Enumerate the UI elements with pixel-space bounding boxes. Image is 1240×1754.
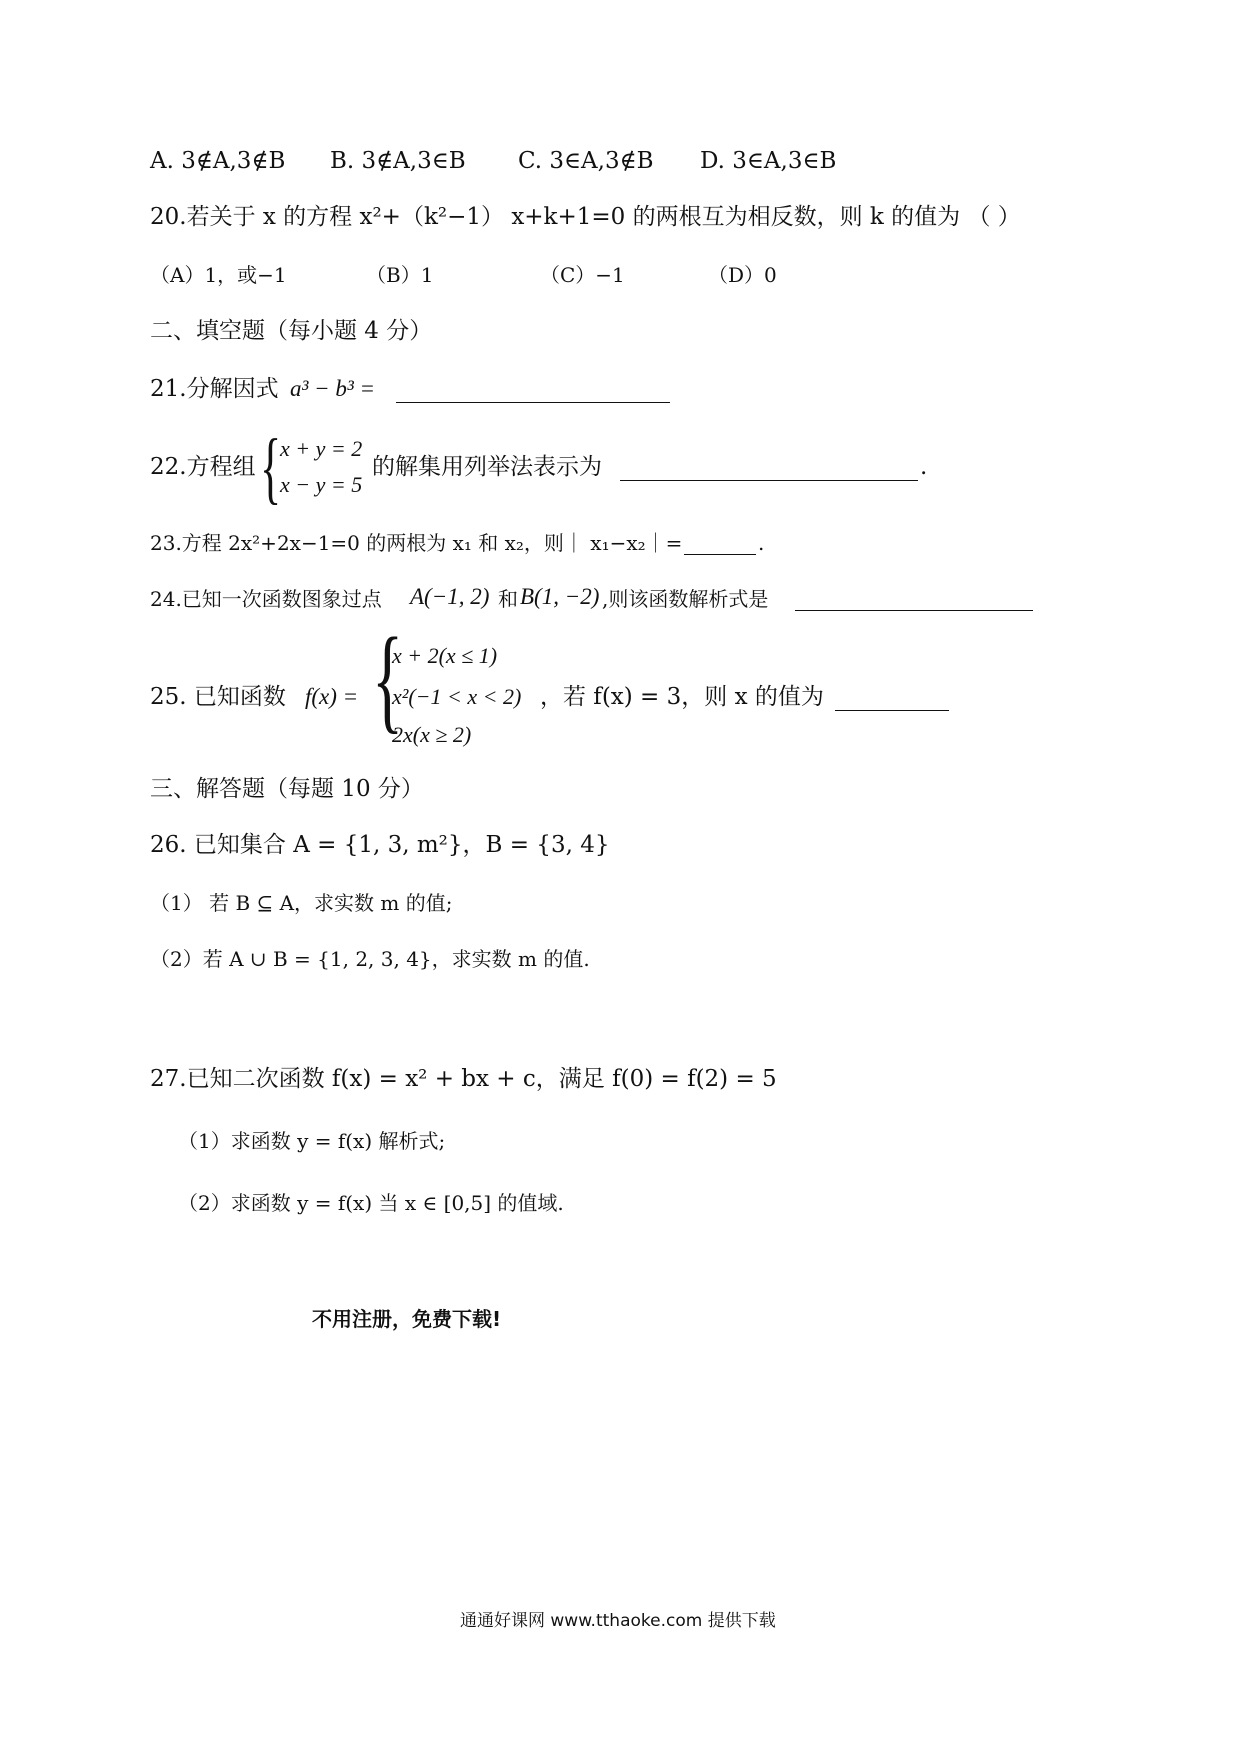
- q19-option-d: D. 3∈A,3∈B: [700, 148, 837, 174]
- q24-and: 和: [498, 587, 518, 611]
- q20-text: 20.若关于 x 的方程 x²+（k²−1） x+k+1=0 的两根互为相反数，则 k 的值为 （ ）: [150, 204, 1021, 230]
- q27-part-2: （2）求函数 y = f(x) 当 x ∈ [0,5] 的值域.: [178, 1191, 564, 1215]
- q25-prefix: 25. 已知函数: [150, 684, 286, 710]
- q22-suffix: 的解集用列举法表示为: [372, 454, 602, 480]
- q20-option-d: （D）0: [708, 263, 777, 287]
- section-fill-in-title: 二、填空题（每小题 4 分）: [150, 318, 433, 344]
- q24-prefix: 24.已知一次函数图象过点: [150, 587, 382, 611]
- q22-equation-2: x − y = 5: [280, 472, 363, 497]
- q24-point-b: B(1, −2): [520, 584, 600, 609]
- q20-option-c: （C）−1: [540, 263, 625, 287]
- q21-answer-blank[interactable]: [396, 380, 670, 403]
- q27-part-1: （1）求函数 y = f(x) 解析式;: [178, 1129, 446, 1153]
- q22-prefix: 22.方程组: [150, 454, 256, 480]
- q21-expression: a³ − b³ =: [290, 376, 376, 401]
- q25-case-2: x²(−1 < x < 2): [392, 684, 522, 709]
- q20-option-b: （B）1: [366, 263, 434, 287]
- q19-option-a: A. 3∉A,3∉B: [150, 148, 286, 174]
- q19-option-b: B. 3∉A,3∈B: [330, 148, 466, 174]
- q21-prefix: 21.分解因式: [150, 376, 279, 402]
- q23-end: .: [758, 531, 765, 555]
- q24-suffix: ,则该函数解析式是: [602, 587, 769, 611]
- q19-option-c: C. 3∈A,3∉B: [518, 148, 654, 174]
- q26-part-2: （2）若 A ∪ B = {1, 2, 3, 4}，求实数 m 的值.: [150, 947, 590, 971]
- q24-answer-blank[interactable]: [795, 588, 1033, 611]
- q23-text: 23.方程 2x²+2x−1=0 的两根为 x₁ 和 x₂，则｜ x₁−x₂｜=: [150, 531, 683, 555]
- q25-function-name: f(x) =: [305, 684, 359, 709]
- q24-point-a: A(−1, 2): [410, 584, 490, 609]
- q22-equation-1: x + y = 2: [280, 436, 363, 461]
- q26-text: 26. 已知集合 A = {1, 3, m²}，B = {3, 4}: [150, 832, 610, 858]
- q22-left-brace: {: [260, 424, 282, 512]
- q27-text: 27.已知二次函数 f(x) = x² + bx + c，满足 f(0) = f(2) = 5: [150, 1066, 777, 1092]
- q22-end: .: [920, 454, 928, 480]
- q25-case-3: 2x(x ≥ 2): [392, 722, 472, 747]
- section-answer-title: 三、解答题（每题 10 分）: [150, 776, 424, 802]
- q25-case-1: x + 2(x ≤ 1): [392, 643, 498, 668]
- promo-text: 不用注册，免费下载!: [312, 1307, 502, 1331]
- q25-condition: ，若 f(x) = 3，则 x 的值为: [540, 684, 824, 710]
- q20-option-a: （A）1，或−1: [150, 263, 287, 287]
- q26-part-1: （1） 若 B ⊆ A，求实数 m 的值;: [150, 891, 453, 915]
- q23-answer-blank[interactable]: [684, 532, 756, 555]
- q25-left-brace: {: [372, 613, 404, 744]
- page-footer: 通通好课网 www.tthaoke.com 提供下载: [460, 1611, 776, 1631]
- q22-answer-blank[interactable]: [620, 458, 918, 481]
- q25-answer-blank[interactable]: [835, 688, 949, 711]
